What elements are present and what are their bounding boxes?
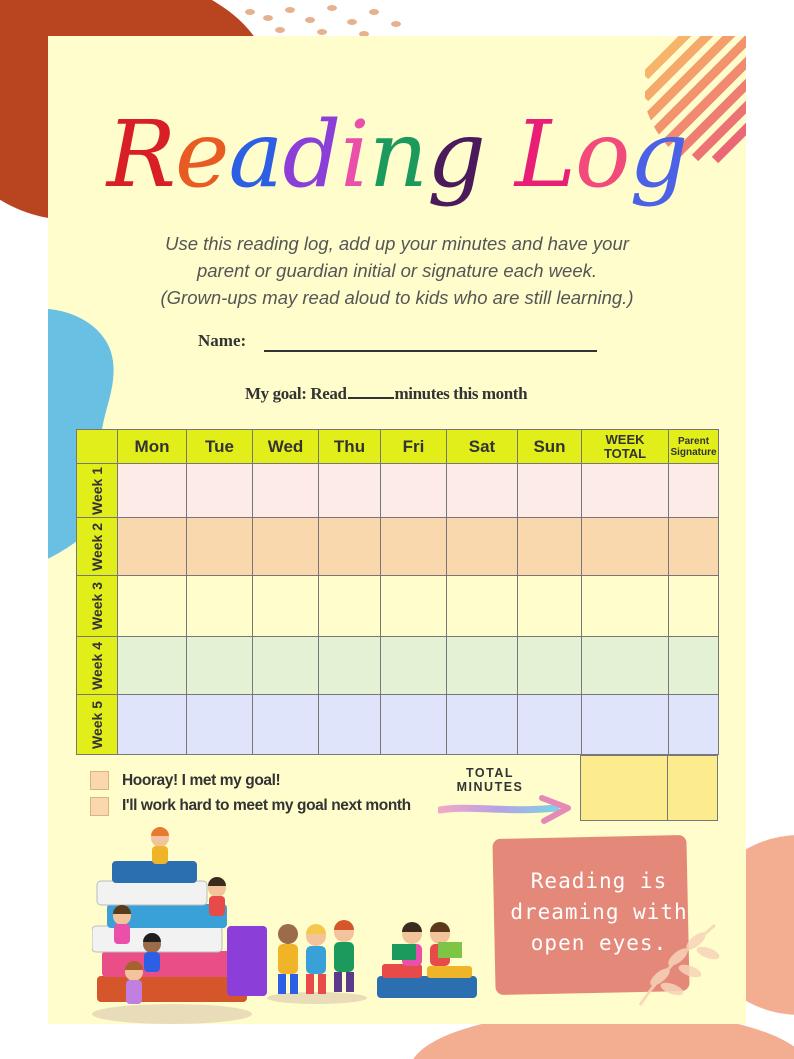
log-cell[interactable] (381, 695, 447, 755)
log-cell[interactable] (518, 518, 582, 576)
log-cell[interactable] (381, 576, 447, 637)
instructions-line-2: parent or guardian initial or signature each week. (196, 260, 598, 281)
log-cell[interactable] (518, 464, 582, 518)
log-cell[interactable] (319, 518, 381, 576)
log-cell[interactable] (187, 637, 253, 695)
goal-suffix: minutes this month (394, 384, 528, 403)
goal-next-month-checkbox[interactable] (90, 797, 109, 816)
total-minutes-line-2: MINUTES (456, 780, 524, 794)
week-total-line-2: TOTAL (603, 445, 647, 461)
log-cell[interactable] (518, 576, 582, 637)
page-title (0, 95, 794, 215)
log-cell[interactable] (253, 518, 319, 576)
log-cell[interactable] (447, 637, 518, 695)
log-cell[interactable] (253, 464, 319, 518)
name-field[interactable] (264, 350, 597, 352)
goal-minutes-blank[interactable] (348, 387, 394, 399)
instructions-text (100, 230, 694, 311)
table-row (77, 637, 719, 695)
header-thu: Thu (319, 430, 381, 464)
right-arrow-icon (438, 793, 573, 827)
week-label: Week 5 (89, 700, 105, 749)
total-minutes-line-1: TOTAL (465, 766, 514, 780)
log-cell[interactable] (447, 518, 518, 576)
log-cell[interactable] (381, 464, 447, 518)
title-letter: o (574, 101, 630, 208)
instructions-line-1: Use this reading log, add up your minutes and have your (165, 233, 629, 254)
name-label: Name: (198, 331, 247, 350)
header-week-total (582, 430, 669, 464)
header-wed: Wed (253, 430, 319, 464)
title-letter: L (514, 101, 575, 208)
instructions-line-3: (Grown-ups may read aloud to kids who are still learning.) (160, 287, 634, 308)
header-fri: Fri (381, 430, 447, 464)
log-cell[interactable] (253, 576, 319, 637)
log-cell[interactable] (319, 464, 381, 518)
title-letter: d (282, 101, 341, 208)
week-total-line-1: WEEK (605, 431, 645, 447)
quote-line-3: open eyes. (530, 931, 668, 955)
title-letter: R (106, 101, 176, 208)
goal-line (245, 384, 527, 404)
log-cell[interactable] (187, 576, 253, 637)
log-cell[interactable] (518, 695, 582, 755)
header-sat: Sat (447, 430, 518, 464)
table-row (77, 576, 719, 637)
total-minutes-box[interactable] (580, 755, 668, 821)
parent-line-1: Parent (677, 435, 710, 447)
total-signature-box[interactable] (667, 755, 718, 821)
log-cell[interactable] (669, 637, 719, 695)
log-cell[interactable] (447, 464, 518, 518)
log-cell[interactable] (118, 576, 187, 637)
log-cell[interactable] (381, 637, 447, 695)
log-cell[interactable] (187, 464, 253, 518)
week-label-cell (77, 464, 118, 518)
week-label-cell (77, 695, 118, 755)
table-row (77, 695, 719, 755)
log-cell[interactable] (582, 695, 669, 755)
goal-met-label: Hooray! I met my goal! (122, 772, 281, 789)
week-label: Week 4 (89, 641, 105, 690)
quote-text (494, 866, 704, 959)
goal-prefix: My goal: Read (245, 384, 347, 403)
log-cell[interactable] (447, 576, 518, 637)
log-cell[interactable] (582, 518, 669, 576)
header-mon: Mon (118, 430, 187, 464)
reading-log-table (76, 429, 719, 755)
goal-next-month-label: I'll work hard to meet my goal next month (122, 797, 411, 814)
title-letter: a (228, 101, 283, 208)
title-letter: e (175, 101, 229, 208)
title-letter: g (426, 101, 485, 208)
log-cell[interactable] (669, 695, 719, 755)
log-cell[interactable] (118, 518, 187, 576)
table-row (77, 464, 719, 518)
log-cell[interactable] (669, 464, 719, 518)
log-cell[interactable] (253, 695, 319, 755)
title-letter: n (368, 101, 427, 208)
log-cell[interactable] (118, 464, 187, 518)
header-parent-signature (669, 430, 719, 464)
table-header-row (77, 430, 719, 464)
week-label-cell (77, 637, 118, 695)
log-cell[interactable] (118, 637, 187, 695)
log-cell[interactable] (319, 695, 381, 755)
dots-decoration (240, 0, 410, 40)
log-cell[interactable] (319, 576, 381, 637)
title-letter: i (340, 101, 369, 208)
header-tue: Tue (187, 430, 253, 464)
week-label: Week 3 (89, 582, 105, 630)
week-label: Week 2 (89, 522, 105, 571)
log-cell[interactable] (518, 637, 582, 695)
title-letter: g (629, 101, 688, 208)
log-cell[interactable] (669, 518, 719, 576)
log-cell[interactable] (381, 518, 447, 576)
log-cell[interactable] (447, 695, 518, 755)
week-label: Week 1 (89, 466, 105, 515)
quote-line-2: dreaming with (510, 900, 688, 924)
log-cell[interactable] (669, 576, 719, 637)
log-cell[interactable] (582, 464, 669, 518)
quote-line-1: Reading is (530, 869, 668, 893)
week-label-cell (77, 576, 118, 637)
goal-met-checkbox[interactable] (90, 771, 109, 790)
kids-reading-illustration (92, 826, 482, 1026)
total-minutes-label (440, 766, 540, 794)
header-sun: Sun (518, 430, 582, 464)
log-cell[interactable] (582, 576, 669, 637)
table-corner (77, 430, 118, 464)
log-cell[interactable] (118, 695, 187, 755)
log-cell[interactable] (253, 637, 319, 695)
log-cell[interactable] (582, 637, 669, 695)
week-label-cell (77, 518, 118, 576)
log-cell[interactable] (187, 695, 253, 755)
log-cell[interactable] (187, 518, 253, 576)
log-cell[interactable] (319, 637, 381, 695)
parent-line-2: Signature (670, 446, 717, 458)
table-row (77, 518, 719, 576)
